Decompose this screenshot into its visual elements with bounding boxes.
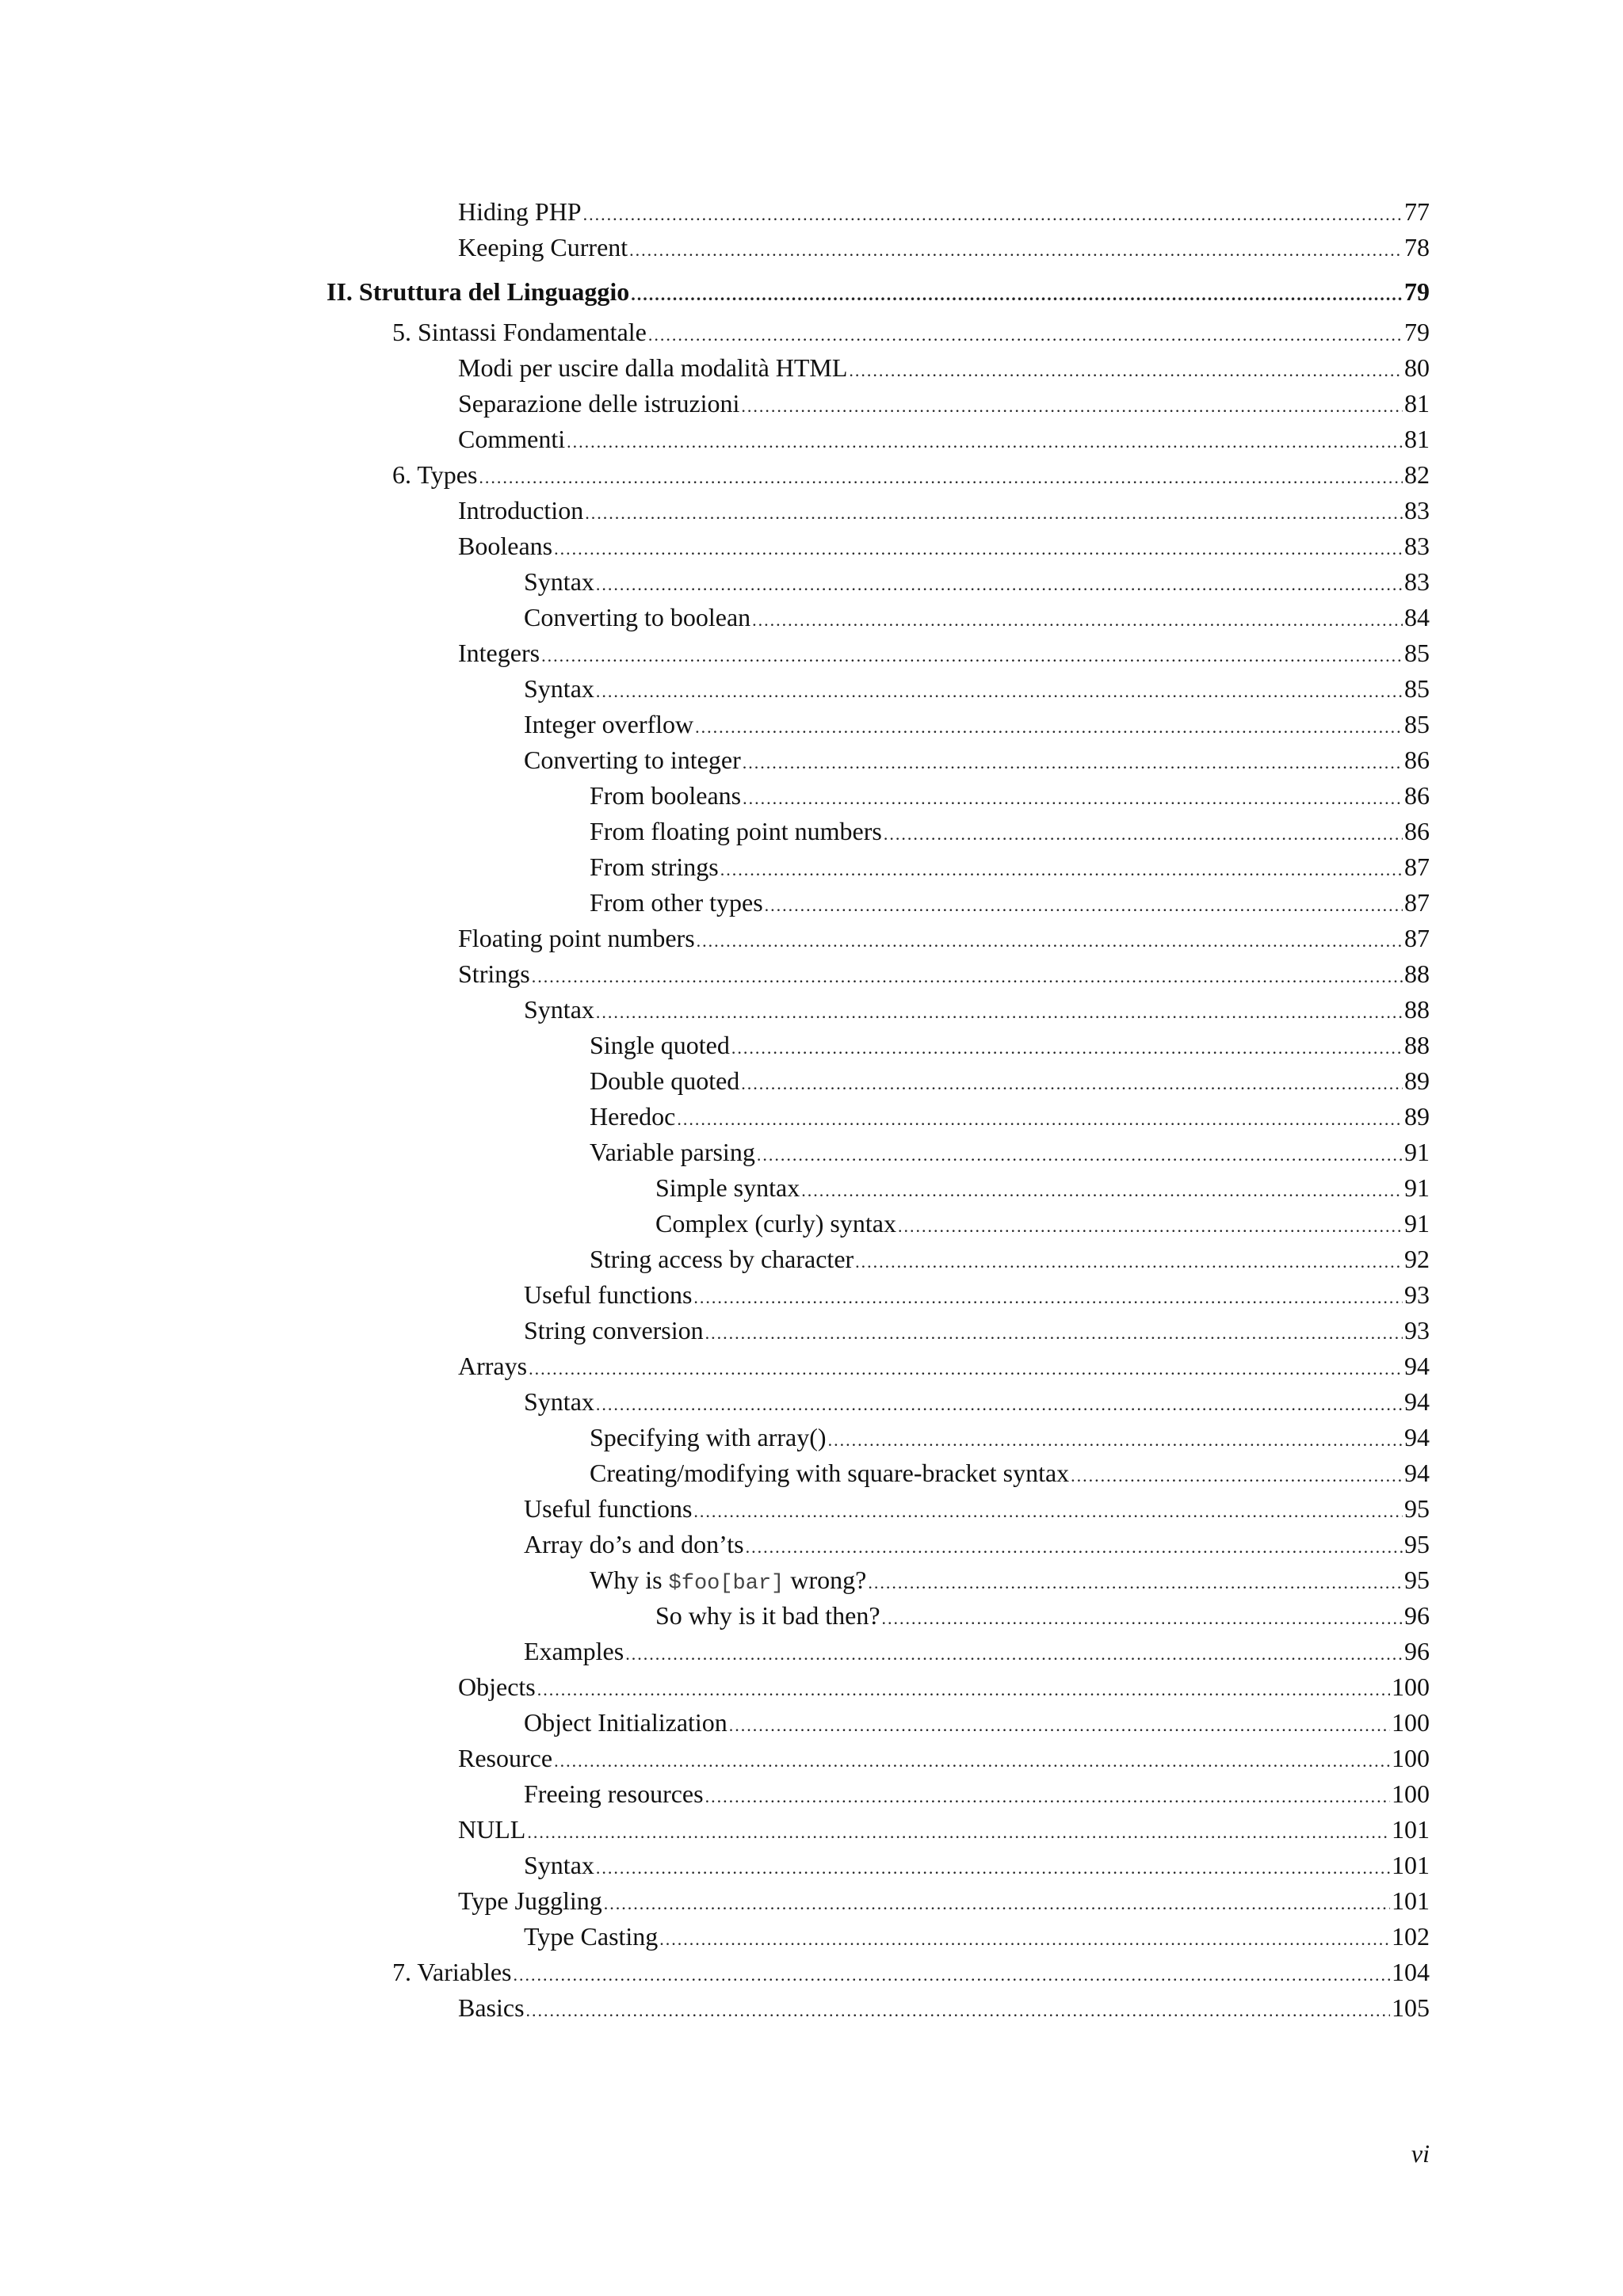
toc-entry-page-number: 77 <box>1404 197 1430 226</box>
toc-entry[interactable] <box>327 992 1430 1028</box>
toc-entry-label: Syntax <box>524 1851 594 1879</box>
toc-entry-page-number: 88 <box>1404 1031 1430 1059</box>
toc-entry[interactable] <box>327 600 1430 635</box>
toc-entry-label: Converting to boolean <box>524 603 751 631</box>
dot-leader <box>849 353 1403 388</box>
toc-entry-page-number: 96 <box>1404 1637 1430 1665</box>
toc-entry-page-number: 80 <box>1404 353 1430 382</box>
toc-entry-label: Syntax <box>524 674 594 703</box>
toc-entry-label: Freeing resources <box>524 1779 704 1808</box>
toc-entry[interactable] <box>327 1634 1430 1669</box>
toc-entry[interactable] <box>327 1776 1430 1812</box>
page-number: vi <box>1411 2139 1430 2168</box>
toc-entry-label: Useful functions <box>524 1494 693 1523</box>
dot-leader <box>529 1351 1403 1386</box>
dot-leader <box>596 994 1403 1030</box>
toc-entry-page-number: 100 <box>1392 1779 1430 1808</box>
dot-leader <box>526 1993 1390 2028</box>
toc-entry-code: $foo[bar] <box>668 1572 785 1596</box>
toc-entry[interactable] <box>327 493 1430 528</box>
toc-entry-label: Type Juggling <box>458 1886 602 1915</box>
toc-entry-label: Syntax <box>524 995 594 1024</box>
toc-entry[interactable] <box>327 1527 1430 1562</box>
toc-entry[interactable] <box>327 1206 1430 1241</box>
dot-leader <box>855 1244 1403 1280</box>
toc-entry-page-number: 88 <box>1404 995 1430 1024</box>
toc-entry-page-number: 105 <box>1392 1993 1430 2022</box>
toc-entry-label: From strings <box>590 852 719 881</box>
toc-entry-page-number: 85 <box>1404 639 1430 667</box>
dot-leader <box>705 1315 1403 1351</box>
dot-leader <box>532 959 1403 994</box>
toc-entry-page-number: 91 <box>1404 1173 1430 1202</box>
toc-part-entry[interactable] <box>327 265 1430 315</box>
toc-entry-label: Booleans <box>458 532 553 560</box>
dot-leader <box>898 1208 1403 1244</box>
toc-entry[interactable] <box>327 635 1430 671</box>
toc-entry-label: 7. Variables <box>392 1958 512 1986</box>
toc-entry-page-number: 94 <box>1404 1423 1430 1451</box>
dot-leader <box>513 1957 1390 1993</box>
toc-entry[interactable] <box>327 1028 1430 1063</box>
toc-entry-label: So why is it bad then? <box>655 1601 880 1630</box>
toc-entry[interactable] <box>327 528 1430 564</box>
dot-leader <box>741 1066 1403 1101</box>
toc-entry[interactable] <box>327 1455 1430 1491</box>
table-of-contents <box>327 194 1430 2026</box>
dot-leader <box>757 1137 1403 1173</box>
toc-entry[interactable] <box>327 1313 1430 1348</box>
toc-entry-label: Converting to integer <box>524 746 741 774</box>
toc-entry-page-number: 88 <box>1404 959 1430 988</box>
toc-entry[interactable] <box>327 707 1430 742</box>
toc-entry-label: Simple syntax <box>655 1173 800 1202</box>
dot-leader <box>541 638 1403 673</box>
toc-entry-label: NULL <box>458 1815 526 1844</box>
toc-entry[interactable] <box>327 1598 1430 1634</box>
toc-entry[interactable] <box>327 1277 1430 1313</box>
toc-entry[interactable] <box>327 1741 1430 1776</box>
toc-entry[interactable] <box>327 1099 1430 1135</box>
toc-entry-page-number: 89 <box>1404 1066 1430 1095</box>
toc-entry-page-number: 84 <box>1404 603 1430 631</box>
toc-entry-label-text: wrong? <box>784 1566 867 1594</box>
toc-entry-page-number: 86 <box>1404 746 1430 774</box>
toc-entry-label: Modi per uscire dalla modalità HTML <box>458 353 848 382</box>
dot-leader <box>596 566 1403 602</box>
dot-leader <box>828 1422 1403 1458</box>
dot-leader <box>801 1173 1403 1208</box>
toc-entry[interactable] <box>327 1241 1430 1277</box>
toc-entry[interactable] <box>327 564 1430 600</box>
toc-entry-page-number: 79 <box>1404 277 1430 306</box>
toc-entry-page-number: 87 <box>1404 852 1430 881</box>
toc-entry-page-number: 101 <box>1392 1851 1430 1879</box>
toc-entry-label: From booleans <box>590 781 742 810</box>
toc-entry-label: Single quoted <box>590 1031 730 1059</box>
dot-leader <box>629 232 1403 268</box>
toc-entry-page-number: 86 <box>1404 781 1430 810</box>
dot-leader <box>527 1814 1390 1850</box>
toc-entry-page-number: 92 <box>1404 1245 1430 1273</box>
toc-entry-page-number: 95 <box>1404 1530 1430 1558</box>
dot-leader <box>659 1921 1390 1957</box>
dot-leader <box>882 1600 1403 1636</box>
toc-entry-label: String access by character <box>590 1245 854 1273</box>
toc-entry-page-number: 87 <box>1404 924 1430 952</box>
toc-entry[interactable] <box>327 1955 1430 1990</box>
toc-entry-label: Resource <box>458 1744 553 1772</box>
dot-leader <box>884 816 1403 852</box>
toc-entry-label: Floating point numbers <box>458 924 695 952</box>
toc-entry-page-number: 100 <box>1392 1708 1430 1737</box>
toc-entry[interactable] <box>327 315 1430 350</box>
toc-entry[interactable] <box>327 1883 1430 1919</box>
toc-entry[interactable] <box>327 1384 1430 1420</box>
toc-entry-page-number: 83 <box>1404 567 1430 596</box>
toc-entry-label: Variable parsing <box>590 1138 755 1166</box>
toc-entry[interactable] <box>327 1919 1430 1955</box>
toc-entry-label: Integer overflow <box>524 710 694 738</box>
toc-entry-label: Object Initialization <box>524 1708 727 1737</box>
toc-entry-page-number: 87 <box>1404 888 1430 917</box>
dot-leader <box>743 745 1403 780</box>
toc-entry-page-number: 89 <box>1404 1102 1430 1131</box>
toc-entry-label: Keeping Current <box>458 233 628 261</box>
toc-entry[interactable] <box>327 671 1430 707</box>
toc-entry[interactable] <box>327 1170 1430 1206</box>
dot-leader <box>479 460 1403 495</box>
toc-entry-page-number: 101 <box>1392 1815 1430 1844</box>
toc-entry-page-number: 101 <box>1392 1886 1430 1915</box>
dot-leader <box>596 1386 1403 1422</box>
dot-leader <box>752 602 1403 638</box>
dot-leader <box>729 1707 1390 1743</box>
toc-entry[interactable] <box>327 1812 1430 1848</box>
toc-entry-label: Commenti <box>458 425 566 453</box>
toc-entry-label: Creating/modifying with square-bracket syntax <box>590 1459 1070 1487</box>
dot-leader <box>585 495 1403 531</box>
toc-entry-label: Syntax <box>524 1387 594 1416</box>
toc-entry-label: Double quoted <box>590 1066 740 1095</box>
toc-entry[interactable] <box>327 742 1430 778</box>
toc-entry[interactable] <box>327 885 1430 921</box>
toc-entry-page-number: 91 <box>1404 1209 1430 1238</box>
toc-entry-page-number: 83 <box>1404 496 1430 524</box>
toc-entry-label: 5. Sintassi Fondamentale <box>392 318 647 346</box>
toc-entry[interactable] <box>327 849 1430 885</box>
toc-entry-page-number: 78 <box>1404 233 1430 261</box>
toc-entry[interactable] <box>327 1135 1430 1170</box>
toc-entry-page-number: 85 <box>1404 674 1430 703</box>
dot-leader <box>741 388 1403 424</box>
dot-leader <box>743 780 1403 816</box>
toc-entry-label: Arrays <box>458 1352 528 1380</box>
dot-leader <box>604 1886 1390 1921</box>
toc-entry-label: Hiding PHP <box>458 197 582 226</box>
toc-entry-page-number: 93 <box>1404 1280 1430 1309</box>
toc-entry-page-number: 95 <box>1404 1494 1430 1523</box>
toc-entry[interactable] <box>327 1990 1430 2026</box>
toc-entry-label-text: Why is <box>590 1566 669 1594</box>
toc-entry-page-number: 81 <box>1404 425 1430 453</box>
toc-entry-label: String conversion <box>524 1316 704 1344</box>
toc-entry-label: Examples <box>524 1637 624 1665</box>
dot-leader <box>693 1493 1403 1529</box>
toc-entry[interactable] <box>327 1348 1430 1384</box>
toc-entry-label: Basics <box>458 1993 525 2022</box>
toc-entry-page-number: 94 <box>1404 1387 1430 1416</box>
toc-entry-label: From other types <box>590 888 763 917</box>
toc-entry[interactable] <box>327 814 1430 849</box>
toc-entry-label: Integers <box>458 639 540 667</box>
toc-entry-label <box>590 1562 866 1602</box>
toc-entry[interactable] <box>327 194 1430 230</box>
dot-leader <box>1071 1458 1403 1493</box>
dot-leader <box>596 673 1403 709</box>
toc-entry-page-number: 79 <box>1404 318 1430 346</box>
toc-entry-label: Objects <box>458 1672 536 1701</box>
toc-entry-page-number: 91 <box>1404 1138 1430 1166</box>
toc-entry[interactable] <box>327 1848 1430 1883</box>
toc-entry-label: Specifying with array() <box>590 1423 827 1451</box>
toc-entry-page-number: 81 <box>1404 389 1430 418</box>
dot-leader <box>693 1280 1403 1315</box>
toc-entry-page-number: 100 <box>1392 1744 1430 1772</box>
toc-entry[interactable] <box>327 1705 1430 1741</box>
toc-entry-page-number: 94 <box>1404 1352 1430 1380</box>
toc-entry-page-number: 94 <box>1404 1459 1430 1487</box>
dot-leader <box>765 887 1403 923</box>
toc-entry-page-number: 102 <box>1392 1922 1430 1951</box>
toc-entry-label: II. Struttura del Linguaggio <box>327 277 630 306</box>
dot-leader <box>631 270 1403 319</box>
dot-leader <box>596 1850 1390 1886</box>
toc-entry[interactable] <box>327 921 1430 956</box>
toc-entry-label: Array do’s and don’ts <box>524 1530 744 1558</box>
toc-entry[interactable] <box>327 421 1430 457</box>
toc-entry-label: 6. Types <box>392 460 478 489</box>
toc-entry-page-number: 86 <box>1404 817 1430 845</box>
toc-entry[interactable] <box>327 386 1430 421</box>
dot-leader <box>695 709 1403 745</box>
dot-leader <box>567 424 1403 460</box>
toc-entry[interactable] <box>327 1420 1430 1455</box>
dot-leader <box>677 1101 1403 1137</box>
dot-leader <box>554 531 1403 566</box>
toc-entry-label: Syntax <box>524 567 594 596</box>
toc-entry-page-number: 96 <box>1404 1601 1430 1630</box>
dot-leader <box>537 1672 1390 1707</box>
toc-entry[interactable] <box>327 1562 1430 1598</box>
toc-entry-label: Strings <box>458 959 530 988</box>
toc-entry[interactable] <box>327 1063 1430 1099</box>
toc-entry-label: Useful functions <box>524 1280 693 1309</box>
toc-entry-page-number: 85 <box>1404 710 1430 738</box>
dot-leader <box>697 923 1403 959</box>
dot-leader <box>720 852 1403 887</box>
dot-leader <box>705 1779 1390 1814</box>
toc-entry-page-number: 104 <box>1392 1958 1430 1986</box>
toc-entry[interactable] <box>327 778 1430 814</box>
dot-leader <box>554 1743 1390 1779</box>
toc-entry-page-number: 82 <box>1404 460 1430 489</box>
toc-entry[interactable] <box>327 457 1430 493</box>
toc-entry-label: Type Casting <box>524 1922 659 1951</box>
dot-leader <box>731 1030 1403 1066</box>
toc-entry[interactable] <box>327 956 1430 992</box>
toc-entry-page-number: 93 <box>1404 1316 1430 1344</box>
dot-leader <box>648 317 1403 353</box>
toc-entry-label: Separazione delle istruzioni <box>458 389 740 418</box>
toc-entry-page-number: 95 <box>1404 1566 1430 1594</box>
toc-entry[interactable] <box>327 1669 1430 1705</box>
toc-entry-label: Complex (curly) syntax <box>655 1209 896 1238</box>
dot-leader <box>583 196 1403 232</box>
toc-entry[interactable] <box>327 350 1430 386</box>
toc-entry-page-number: 83 <box>1404 532 1430 560</box>
toc-entry-label: Introduction <box>458 496 584 524</box>
toc-entry-label: Heredoc <box>590 1102 676 1131</box>
toc-entry-page-number: 100 <box>1392 1672 1430 1701</box>
toc-entry-label: From floating point numbers <box>590 817 882 845</box>
dot-leader <box>868 1565 1403 1600</box>
dot-leader <box>625 1636 1403 1672</box>
toc-entry[interactable] <box>327 1491 1430 1527</box>
dot-leader <box>746 1529 1403 1565</box>
toc-entry[interactable] <box>327 230 1430 265</box>
